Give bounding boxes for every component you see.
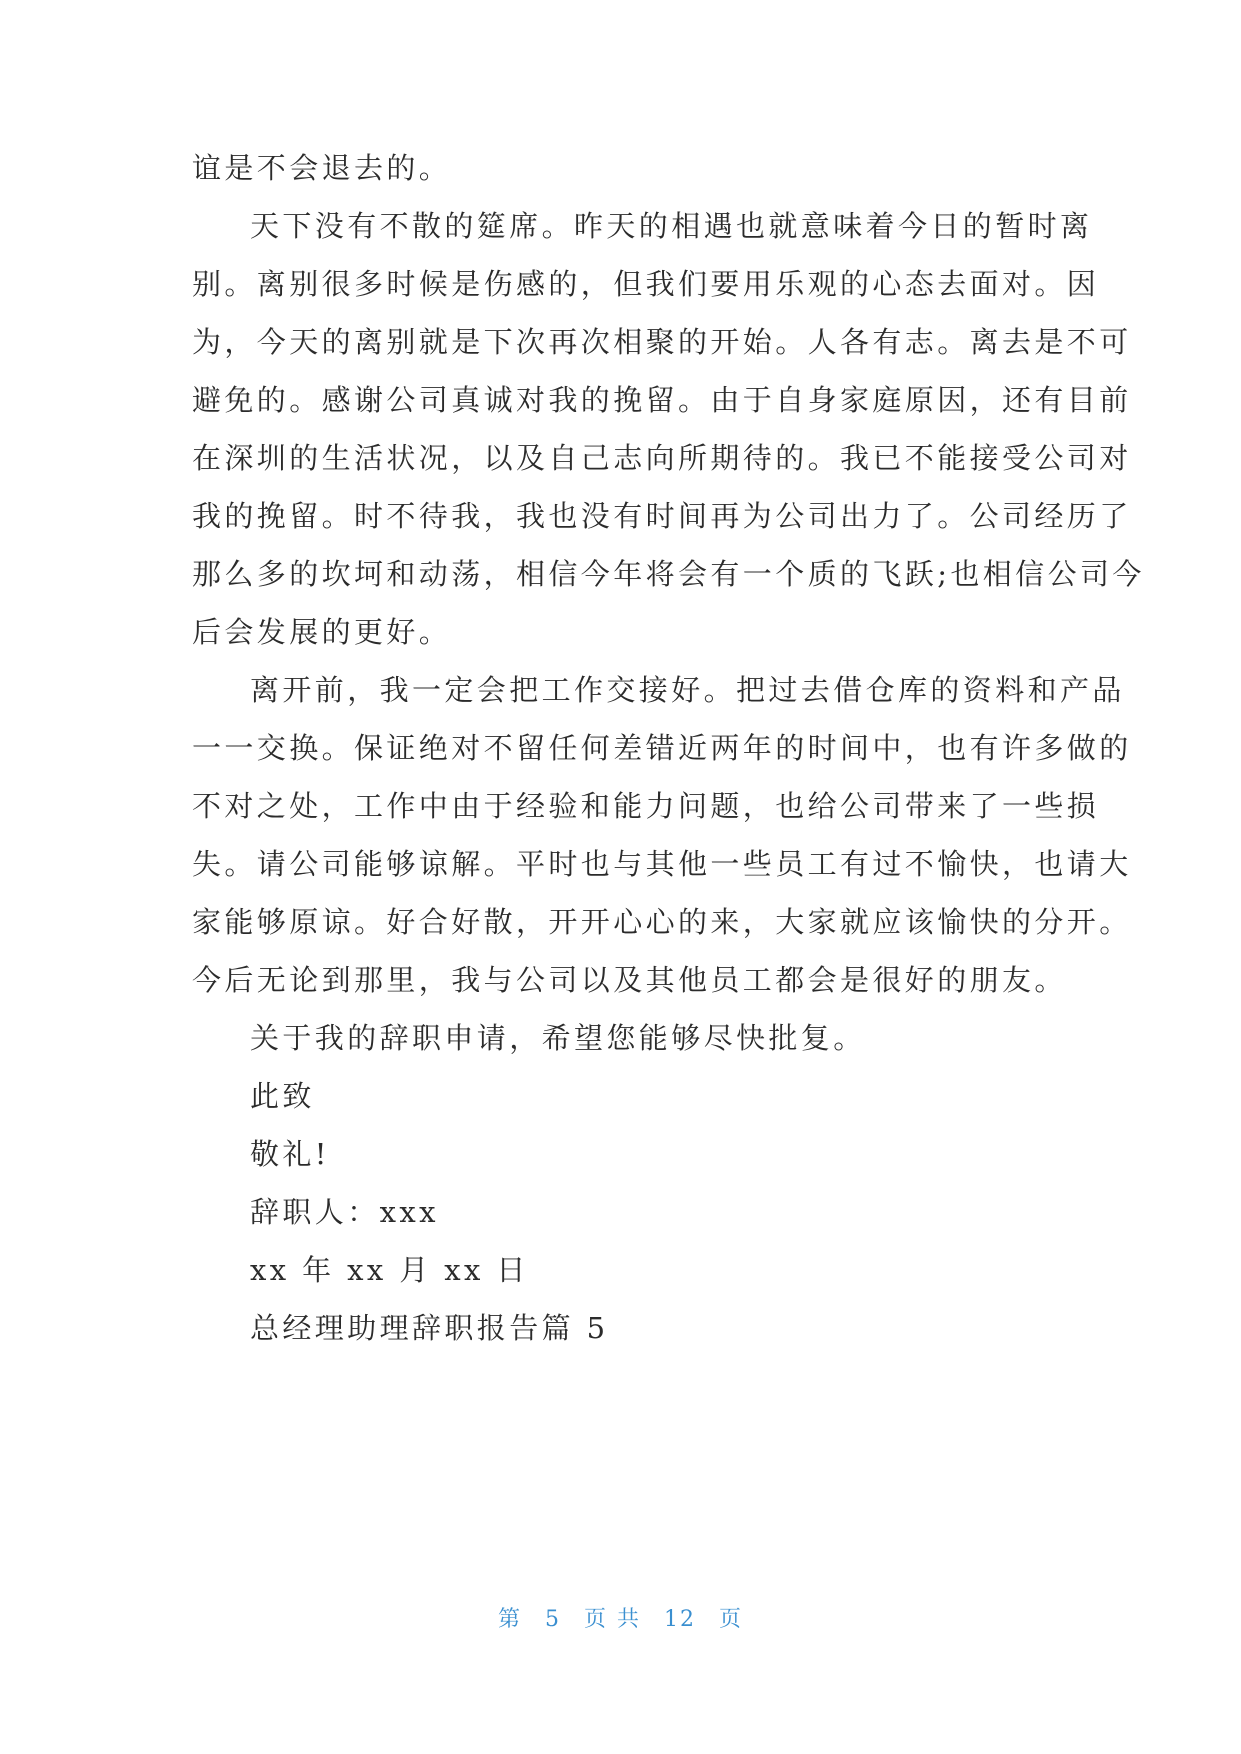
- section-heading: 总经理助理辞职报告篇 5: [250, 1311, 609, 1345]
- text-line: 避免的。感谢公司真诚对我的挽留。由于自身家庭原因，还有目前: [192, 383, 1132, 417]
- signature-line: 辞职人：xxx: [250, 1195, 439, 1229]
- footer-di: 第: [497, 1607, 522, 1632]
- text-line: 那么多的坎坷和动荡，相信今年将会有一个质的飞跃;也相信公司今: [192, 557, 1145, 591]
- text-line: 别。离别很多时候是伤感的，但我们要用乐观的心态去面对。因: [192, 267, 1100, 301]
- request-line: 关于我的辞职申请，希望您能够尽快批复。: [250, 1021, 866, 1055]
- closing-regards: 敬礼!: [250, 1137, 330, 1171]
- footer-total-pages: 12: [664, 1607, 696, 1632]
- page-footer: [0, 1602, 1241, 1633]
- closing-salutation: 此致: [250, 1079, 315, 1113]
- text-line: 为，今天的离别就是下次再次相聚的开始。人各有志。离去是不可: [192, 325, 1132, 359]
- text-line: 不对之处，工作中由于经验和能力问题，也给公司带来了一些损: [192, 789, 1100, 823]
- text-line: 失。请公司能够谅解。平时也与其他一些员工有过不愉快，也请大: [192, 847, 1132, 881]
- paragraph-start: 天下没有不散的筵席。昨天的相遇也就意味着今日的暂时离: [250, 209, 1093, 243]
- text-line: 一一交换。保证绝对不留任何差错近两年的时间中，也有许多做的: [192, 731, 1132, 765]
- footer-ye: 页: [719, 1607, 744, 1632]
- text-line: 家能够原谅。好合好散，开开心心的来，大家就应该愉快的分开。: [192, 905, 1132, 939]
- text-line: 我的挽留。时不待我，我也没有时间再为公司出力了。公司经历了: [192, 499, 1132, 533]
- text-line: 谊是不会退去的。: [192, 151, 452, 185]
- footer-page-number: 5: [545, 1607, 561, 1632]
- footer-ye-gong: 页 共: [584, 1607, 641, 1632]
- text-line: 今后无论到那里，我与公司以及其他员工都会是很好的朋友。: [192, 963, 1067, 997]
- text-line: 后会发展的更好。: [192, 615, 452, 649]
- date-line: xx 年 xx 月 xx 日: [250, 1253, 529, 1287]
- paragraph-start: 离开前，我一定会把工作交接好。把过去借仓库的资料和产品: [250, 673, 1125, 707]
- text-line: 在深圳的生活状况，以及自己志向所期待的。我已不能接受公司对: [192, 441, 1132, 475]
